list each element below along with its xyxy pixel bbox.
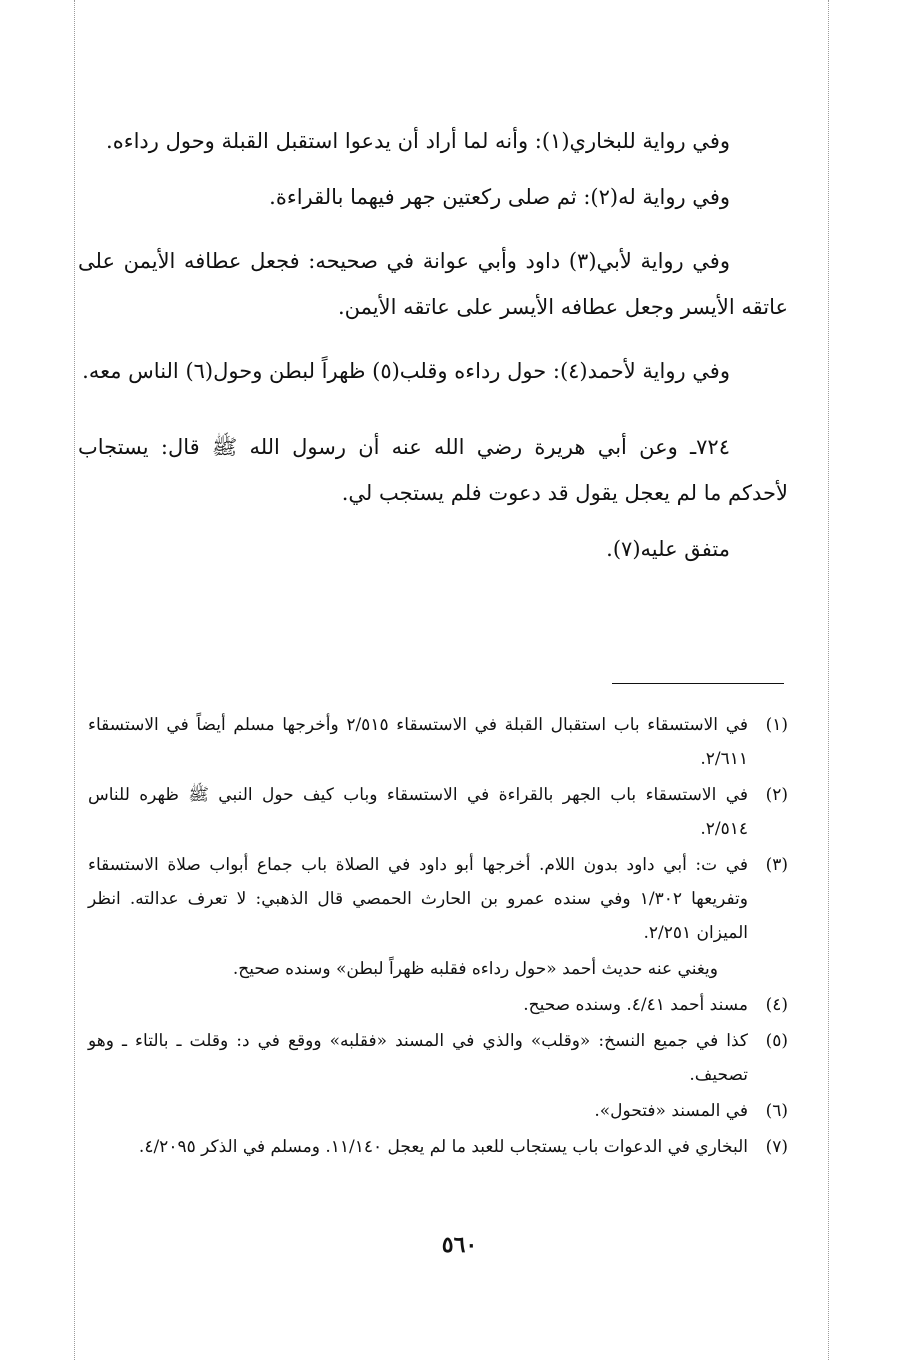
paragraph-hadith-724: ٧٢٤ـ وعن أبي هريرة رضي الله عنه أن رسول الله ﷺ قال: يستجاب لأحدكم ما لم يعجل يقول قد دعوت فلم يستجب لي. xyxy=(78,435,788,505)
footnote-text: كذا في جميع النسخ: «وقلب» والذي في المسند «فقلبه» ووقع في د: وقلت ـ بالتاء ـ وهو تصحيف. xyxy=(88,1031,748,1085)
main-text xyxy=(78,118,788,572)
footnote-number: (٧) xyxy=(765,1137,788,1157)
paragraph-bukhari: وفي رواية للبخاري(١): وأنه لما أراد أن يدعوا استقبل القبلة وحول رداءه. xyxy=(106,129,730,153)
footnote-7 xyxy=(88,1130,788,1164)
paragraph-ahmad: وفي رواية لأحمد(٤): حول رداءه وقلب(٥) ظهراً لبطن وحول(٦) الناس معه. xyxy=(82,359,730,383)
footnote-number: (٢) xyxy=(765,785,788,805)
paragraph-lahu: وفي رواية له(٢): ثم صلى ركعتين جهر فيهما بالقراءة. xyxy=(269,185,730,209)
footnote-number: (٦) xyxy=(765,1101,788,1121)
footnote-number: (١) xyxy=(765,715,788,735)
page-number: ٥٦٠ xyxy=(441,1232,478,1258)
footnote-4 xyxy=(88,988,788,1022)
footnote-text: البخاري في الدعوات باب يستجاب للعبد ما لم يعجل ١١/١٤٠. ومسلم في الذكر ٤/٢٠٩٥. xyxy=(138,1137,748,1157)
footnote-separator xyxy=(612,683,784,684)
footnote-2 xyxy=(88,778,788,846)
footnote-number: (٣) xyxy=(765,855,788,875)
footnote-6 xyxy=(88,1094,788,1128)
footnote-number: (٤) xyxy=(765,995,788,1015)
fold-line-left xyxy=(74,0,75,1360)
footnotes xyxy=(88,708,788,1166)
paragraph-abi-dawud: وفي رواية لأبي(٣) داود وأبي عوانة في صحيحه: فجعل عطافه الأيمن على عاتقه الأيسر وجعل عطافه الأيسر على عاتقه الأيمن. xyxy=(78,249,788,319)
footnote-3-continuation xyxy=(88,952,788,986)
fold-line-right xyxy=(828,0,829,1360)
footnote-text: في المسند «فتحول». xyxy=(594,1101,748,1121)
paragraph-muttafaq: متفق عليه(٧). xyxy=(606,537,730,561)
footnote-number: (٥) xyxy=(765,1031,788,1051)
footnote-text: في ت: أبي داود بدون اللام. أخرجها أبو داود في الصلاة باب جماع أبواب صلاة الاستسقاء وتفريعها ١/٣٠٢ وفي سنده عمرو بن الحارث الحمصي قال الذهبي: لا تعرف عدالته. انظر الميزان ٢/٢٥١. xyxy=(88,855,748,943)
footnote-5 xyxy=(88,1024,788,1092)
footnote-text: ويغني عنه حديث أحمد «حول رداءه فقلبه ظهراً لبطن» وسنده صحيح. xyxy=(232,959,718,979)
footnote-1 xyxy=(88,708,788,776)
footnote-text: مسند أحمد ٤/٤١. وسنده صحيح. xyxy=(523,995,748,1015)
footnote-3 xyxy=(88,848,788,950)
footnote-text: في الاستسقاء باب الجهر بالقراءة في الاستسقاء وباب كيف حول النبي ﷺ ظهره للناس ٢/٥١٤. xyxy=(88,785,748,839)
footnote-text: في الاستسقاء باب استقبال القبلة في الاستسقاء ٢/٥١٥ وأخرجها مسلم أيضاً في الاستسقاء ٢/٦١١. xyxy=(88,715,748,769)
